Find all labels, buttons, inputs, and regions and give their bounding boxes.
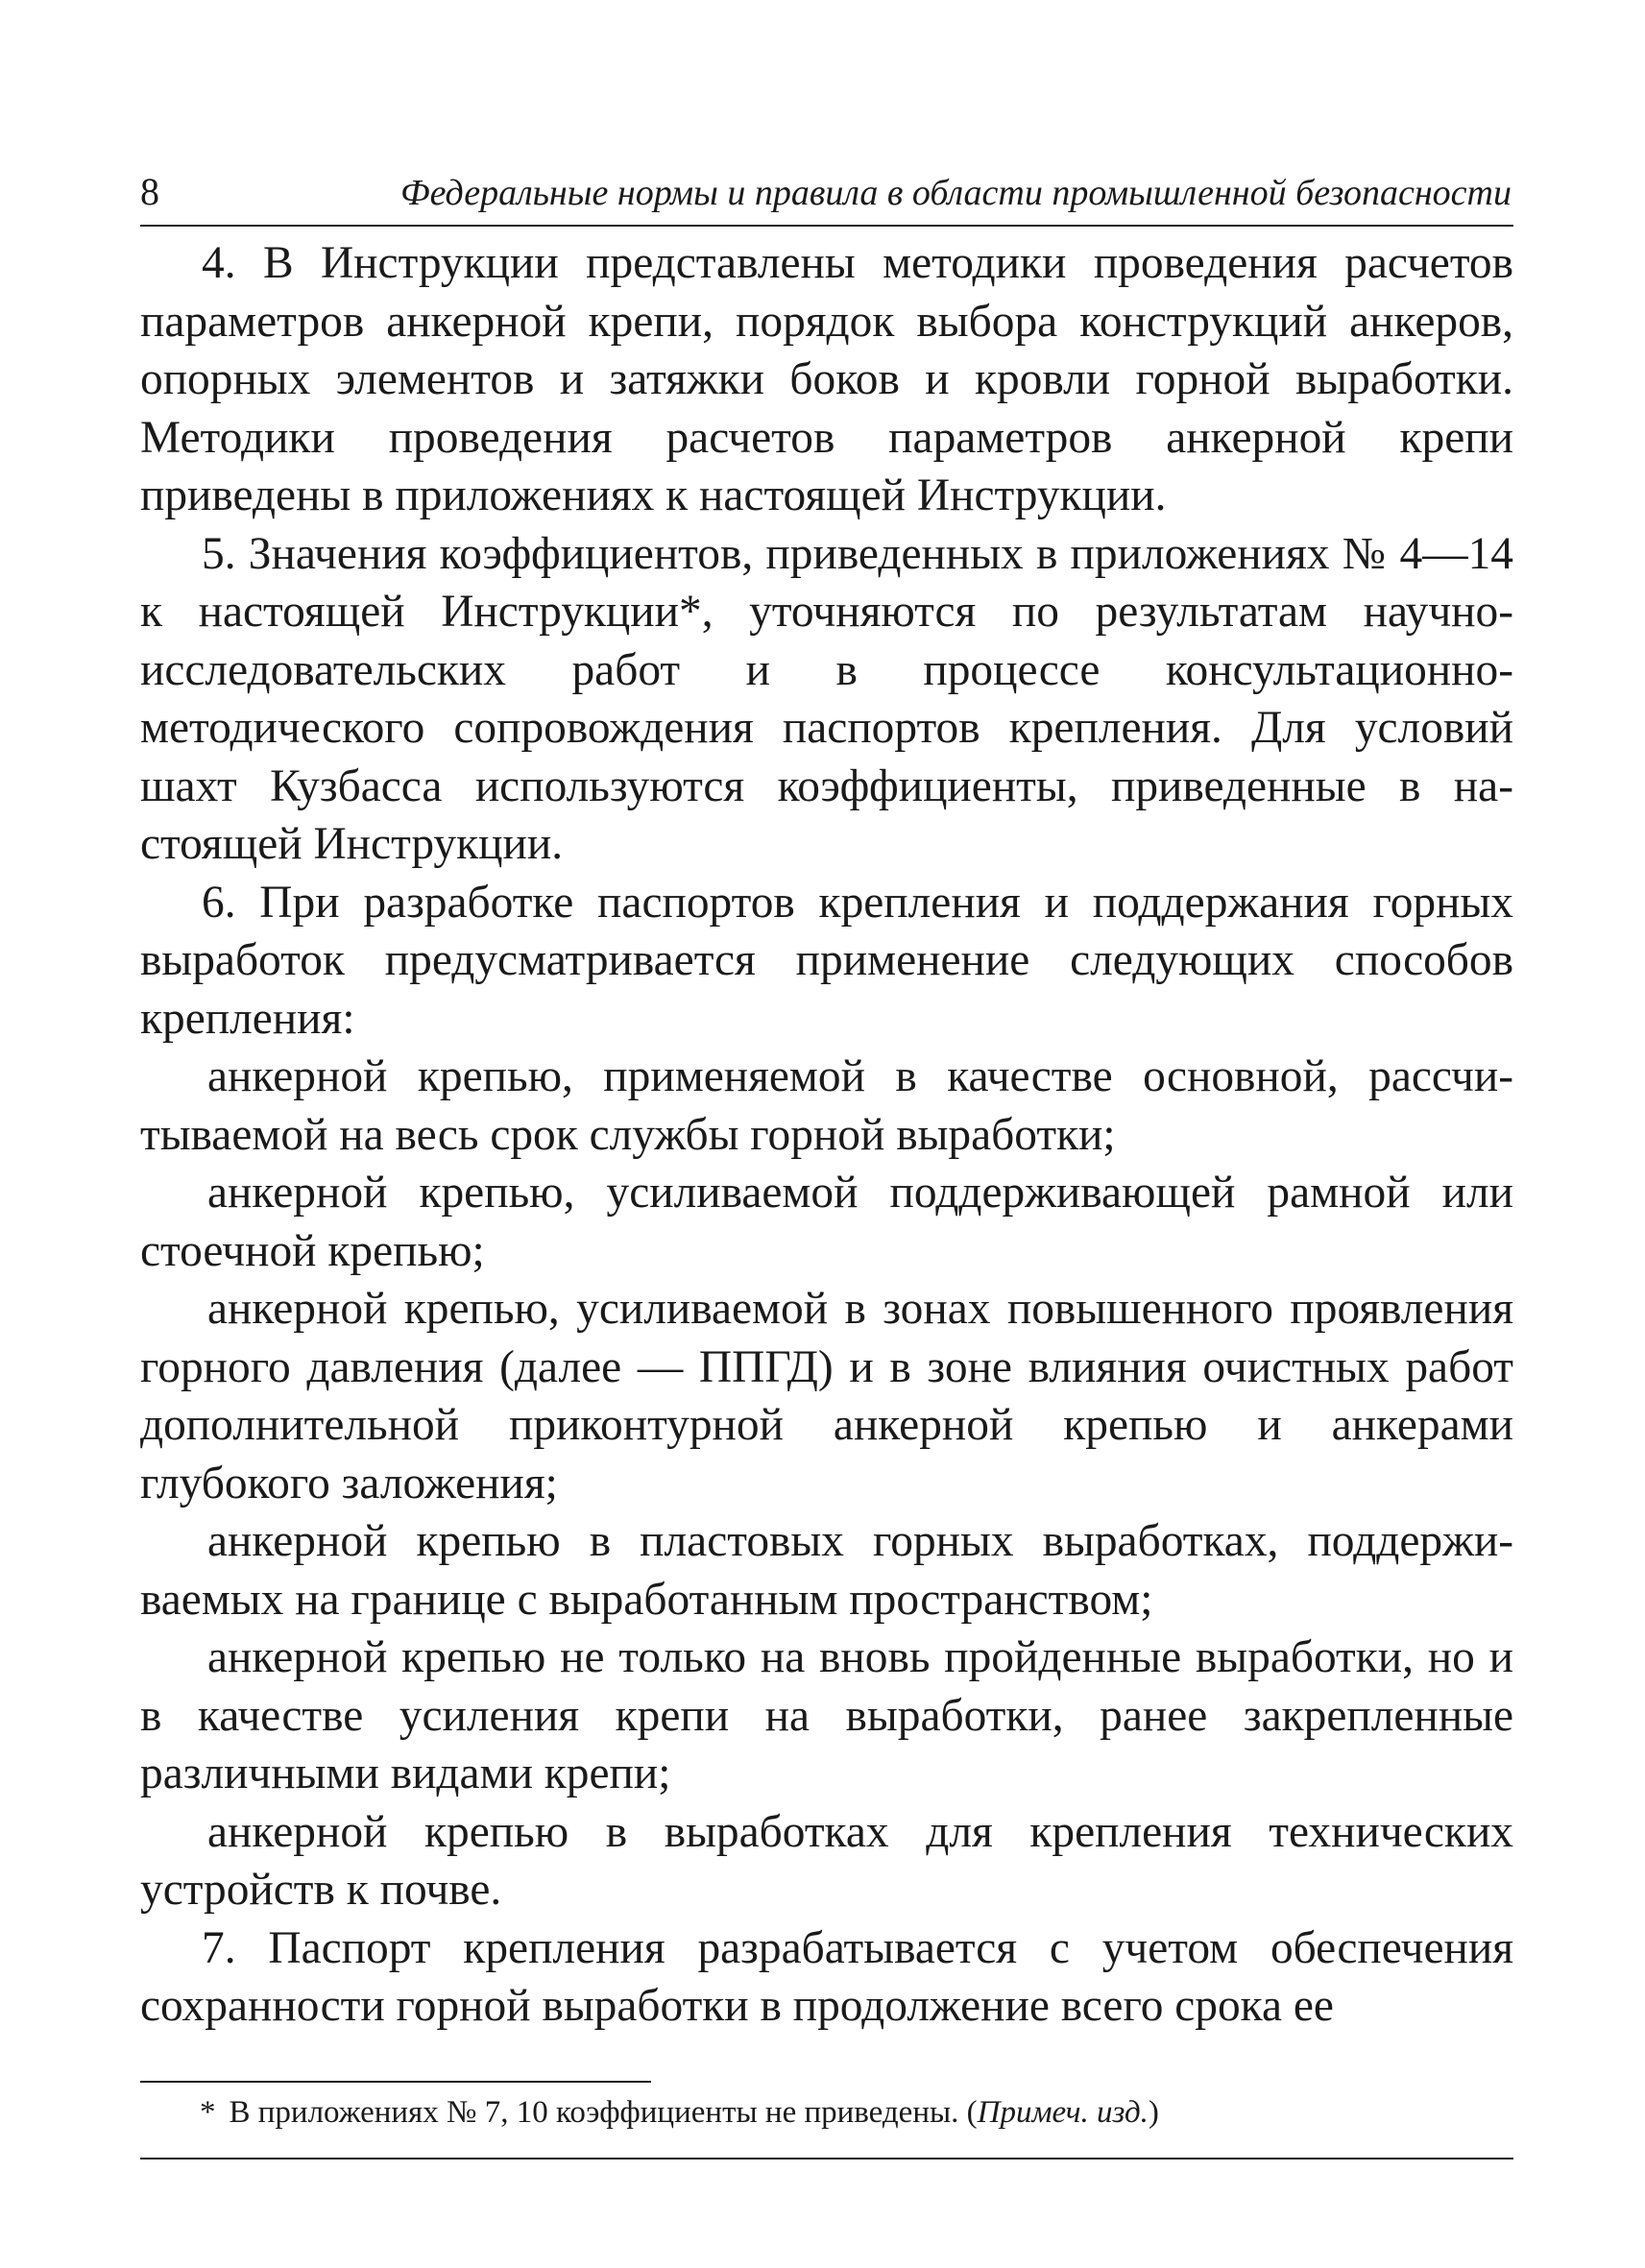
running-head — [140, 170, 1513, 227]
paragraph-4: 4. В Инструкции представлены методики проведения расчетов параметров анкерной крепи, порядок выбора конструкций анкеров, опорных элементов и затяжки боков и кровли горной выработки. Методики проведения расчетов параметров анкерной крепи приведены в приложениях к настоящей Инструкции. — [140, 238, 1513, 520]
footnote-text: В приложениях № 7, 10 коэффициенты не приведены. ( — [229, 2095, 978, 2130]
footnote-marker: * — [200, 2095, 216, 2130]
page-number: 8 — [140, 170, 159, 213]
paragraph-7: 7. Паспорт крепления разрабатывается с учетом обеспечения сохранности горной выработки в продолжение всего срока ее — [140, 1922, 1513, 2031]
paragraph-6: 6. При разработке паспортов крепления и поддержания горных выработок предусматривается применение следующих способов крепления: — [140, 877, 1513, 1044]
paragraph-5: 5. Значения коэффициентов, приведенных в приложениях № 4—14 к настоящей Инструкции*, уточняются по результатам научно-исследовательских работ и в процессе консультационно-методического сопровождения паспортов крепления. Для условий шахт Кузбасса используются коэффициенты, приведенные в настоящей Инструкции. — [140, 528, 1513, 869]
running-title: Федеральные нормы и правила в области промышленной безопасности — [400, 173, 1512, 213]
list-item: анкерной крепью в пластовых горных выработках, поддерживаемых на границе с выработанным пространством; — [140, 1516, 1513, 1625]
body-text — [140, 234, 1513, 2036]
list-item: анкерной крепью в выработках для крепления технических устройств к почве. — [140, 1806, 1513, 1915]
list-item: анкерной крепью, применяемой в качестве основной, рассчитываемой на весь срок службы горной выработки; — [140, 1051, 1513, 1160]
bottom-divider — [140, 2158, 1513, 2159]
list-item: анкерной крепью, усиливаемой поддерживающей рамной или стоечной крепью; — [140, 1168, 1513, 1276]
list-item: анкерной крепью не только на вновь пройденные выработки, но и в качестве усиления крепи на выработки, ранее закрепленные различными видами крепи; — [140, 1632, 1513, 1798]
list-item: анкерной крепью, усиливаемой в зонах повышенного проявления горного давления (далее — ППГД) и в зоне влияния очистных работ дополнительной приконтурной анкерной крепью и анкерами глубокого заложения; — [140, 1284, 1513, 1508]
footnote-editor-note: Примеч. изд. — [977, 2095, 1149, 2130]
document-page — [140, 170, 1513, 2130]
footnote-divider — [140, 2081, 651, 2083]
footnote-close: ) — [1148, 2095, 1159, 2130]
footnote — [200, 2093, 1159, 2132]
